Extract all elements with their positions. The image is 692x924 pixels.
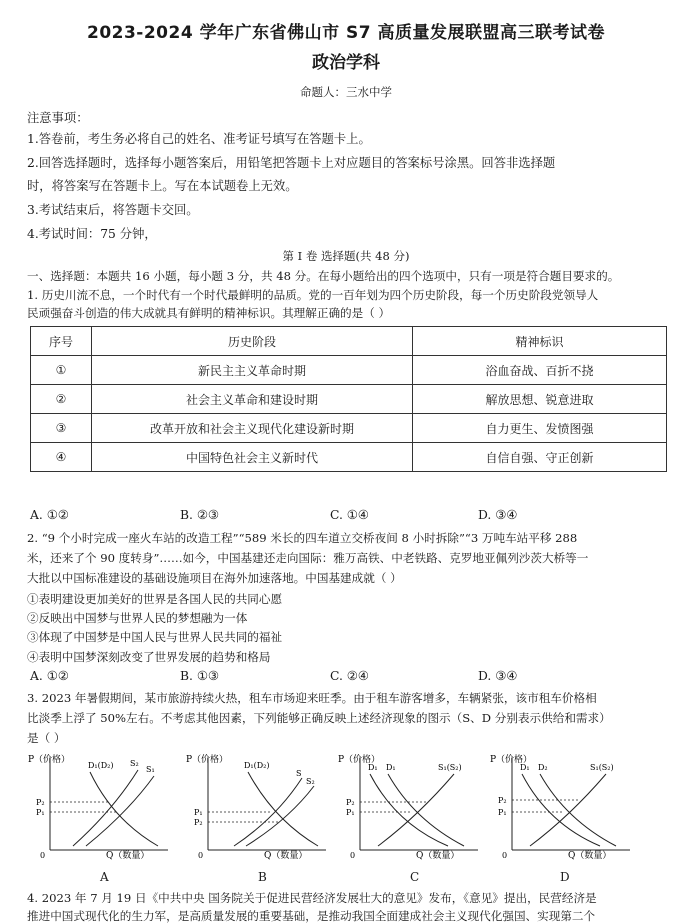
x-axis-label: Q（数量） xyxy=(106,851,150,860)
curve-label: D₂ xyxy=(538,763,548,772)
q4-text: 4. 2023 年 7 月 19 日《中共中央 国务院关于促进民营经济发展壮大的意见》发布，《意见》提出，民营经济是 xyxy=(27,891,597,905)
author-line: 命题人：三水中学 xyxy=(300,85,392,99)
q3-text: 3. 2023 年暑假期间，某市旅游持续火热，租车市场迎来旺季。由于租车游客增多，车辆紧张，该市租车价格相 xyxy=(27,691,597,705)
option-d[interactable]: D. ③④ xyxy=(478,669,518,683)
table-cell: 改革开放和社会主义现代化建设新时期 xyxy=(92,414,413,443)
table-cell: ① xyxy=(31,356,92,385)
note-item: 时，将答案写在答题卡上。写在本试题卷上无效。 xyxy=(27,179,298,193)
note-item: 2.回答选择题时，选择每小题答案后，用铅笔把答题卡上对应题目的答案标号涂黑。回答非选择题 xyxy=(27,156,556,170)
exam-title: 2023-2024 学年广东省佛山市 S7 高质量发展联盟高三联考试卷 xyxy=(86,23,605,43)
demand-curve xyxy=(90,772,158,846)
y-axis-label: P（价格） xyxy=(338,755,381,765)
table-row xyxy=(31,443,667,472)
graph-option-label[interactable]: D xyxy=(560,870,570,884)
y-axis-label: P（价格） xyxy=(490,755,533,765)
table-cell: 解放思想、锐意进取 xyxy=(413,385,667,414)
graph-option-label[interactable]: C xyxy=(410,870,420,884)
curve-label: D₁ xyxy=(386,763,396,772)
q4-text: 推进中国式现代化的生力军，是高质量发展的重要基础，是推动我国全面建成社会主义现代化强国、实现第二个 xyxy=(27,909,596,923)
note-item: 1.答卷前，考生务必将自己的姓名、准考证号填写在答题卡上。 xyxy=(27,132,371,146)
supply-curve xyxy=(73,770,138,846)
note-item: 4.考试时间：75 分钟， xyxy=(27,227,157,241)
price-label: P₁ xyxy=(498,808,507,817)
demand-curve xyxy=(522,774,600,846)
curve-label: D₁(D₂) xyxy=(244,761,270,770)
notes-heading: 注意事项： xyxy=(27,111,89,125)
supply-curve xyxy=(378,774,454,846)
supply-demand-graph-d xyxy=(490,750,640,860)
table-cell: ② xyxy=(31,385,92,414)
option-c[interactable]: C. ①④ xyxy=(330,508,369,522)
supply-curve xyxy=(530,774,606,846)
origin-label: 0 xyxy=(198,851,204,860)
q2-statement: ③体现了中国梦是中国人民与世界人民共同的福祉 xyxy=(27,630,283,644)
option-d[interactable]: D. ③④ xyxy=(478,508,518,522)
table-cell: 自力更生、发愤图强 xyxy=(413,414,667,443)
q1-text: 1. 历史川流不息，一个时代有一个时代最鲜明的品质。党的一百年划为四个历史阶段，每一个历史阶段党领导人 xyxy=(27,288,599,302)
note-item: 3.考试结束后，将答题卡交回。 xyxy=(27,203,199,217)
table-cell: 浴血奋战、百折不挠 xyxy=(413,356,667,385)
q2-text: 大批以中国标准建设的基础设施项目在海外加速落地。中国基建成就（ ） xyxy=(27,571,402,585)
table-cell: 中国特色社会主义新时代 xyxy=(92,443,413,472)
q2-statement: ①表明建设更加美好的世界是各国人民的共同心愿 xyxy=(27,592,283,606)
section-title: 第 I 卷 选择题(共 48 分) xyxy=(282,249,410,263)
x-axis-label: Q（数量） xyxy=(264,851,308,860)
curve-label: D₁ xyxy=(520,763,530,772)
price-label: P₂ xyxy=(346,798,355,807)
table-header-row xyxy=(31,327,667,356)
origin-label: 0 xyxy=(502,851,508,860)
q2-text: 米，还来了个 90 度转身”……如今，中国基建还走向国际：雅万高铁、中老铁路、克罗地亚佩列沙茨大桥等一 xyxy=(27,551,589,565)
price-label: P₂ xyxy=(36,798,45,807)
graph-option-label[interactable]: A xyxy=(100,870,109,884)
q1-table xyxy=(30,326,667,472)
curve-label: S₁(S₂) xyxy=(590,763,614,772)
q2-statement: ④表明中国梦深刻改变了世界发展的趋势和格局 xyxy=(27,650,271,664)
demand-curve xyxy=(370,774,448,846)
q2-text: 2. “9 个小时完成一座火车站的改造工程”“589 米长的四车道立交桥夜间 8 小时拆除”“3 万吨车站平移 288 xyxy=(27,531,578,545)
option-a[interactable]: A. ①② xyxy=(30,508,69,522)
price-label: P₂ xyxy=(194,818,203,827)
table-cell: 社会主义革命和建设时期 xyxy=(92,385,413,414)
curve-label: S xyxy=(296,769,302,778)
q1-text: 民顽强奋斗创造的伟大成就具有鲜明的精神标识。其理解正确的是（ ） xyxy=(27,306,391,320)
table-row xyxy=(31,385,667,414)
section-instruction: 一、选择题：本题共 16 小题，每小题 3 分，共 48 分。在每小题给出的四个选项中，只有一项是符合题目要求的。 xyxy=(27,269,620,283)
table-cell: 自信自强、守正创新 xyxy=(413,443,667,472)
x-axis-label: Q（数量） xyxy=(416,851,460,860)
table-cell: 新民主主义革命时期 xyxy=(92,356,413,385)
table-cell: ③ xyxy=(31,414,92,443)
q2-statement: ②反映出中国梦与世界人民的梦想融为一体 xyxy=(27,611,248,625)
table-cell: ④ xyxy=(31,443,92,472)
curve-label: S₁ xyxy=(146,765,155,774)
option-b[interactable]: B. ②③ xyxy=(180,508,219,522)
table-header: 序号 xyxy=(31,327,92,356)
table-header: 历史阶段 xyxy=(92,327,413,356)
curve-label: S₁(S₂) xyxy=(438,763,462,772)
table-row xyxy=(31,414,667,443)
q3-text: 比淡季上浮了 50%左右。不考虑其他因素，下列能够正确反映上述经济现象的图示（S、D 分别表示供给和需求） xyxy=(27,711,611,725)
subject-title: 政治学科 xyxy=(312,53,380,73)
supply-curve xyxy=(86,776,154,846)
y-axis-label: P（价格） xyxy=(186,755,229,765)
curve-label: S₂ xyxy=(306,777,315,786)
price-label: P₁ xyxy=(346,808,355,817)
graph-option-label[interactable]: B xyxy=(258,870,267,884)
table-row xyxy=(31,356,667,385)
curve-label: S₂ xyxy=(130,759,139,768)
y-axis-label: P（价格） xyxy=(28,755,71,765)
price-label: P₁ xyxy=(36,808,45,817)
supply-demand-graph-c xyxy=(338,750,488,860)
option-c[interactable]: C. ②④ xyxy=(330,669,369,683)
origin-label: 0 xyxy=(40,851,46,860)
curve-label: D₁ xyxy=(368,763,378,772)
q3-text: 是（ ） xyxy=(27,731,66,745)
x-axis-label: Q（数量） xyxy=(568,851,612,860)
price-label: P₂ xyxy=(498,796,507,805)
price-label: P₁ xyxy=(194,808,203,817)
option-b[interactable]: B. ①③ xyxy=(180,669,219,683)
origin-label: 0 xyxy=(350,851,356,860)
table-header: 精神标识 xyxy=(413,327,667,356)
curve-label: D₁(D₂) xyxy=(88,761,114,770)
option-a[interactable]: A. ①② xyxy=(30,669,69,683)
supply-demand-graph-b xyxy=(186,750,336,860)
supply-demand-graph-a xyxy=(28,750,178,860)
